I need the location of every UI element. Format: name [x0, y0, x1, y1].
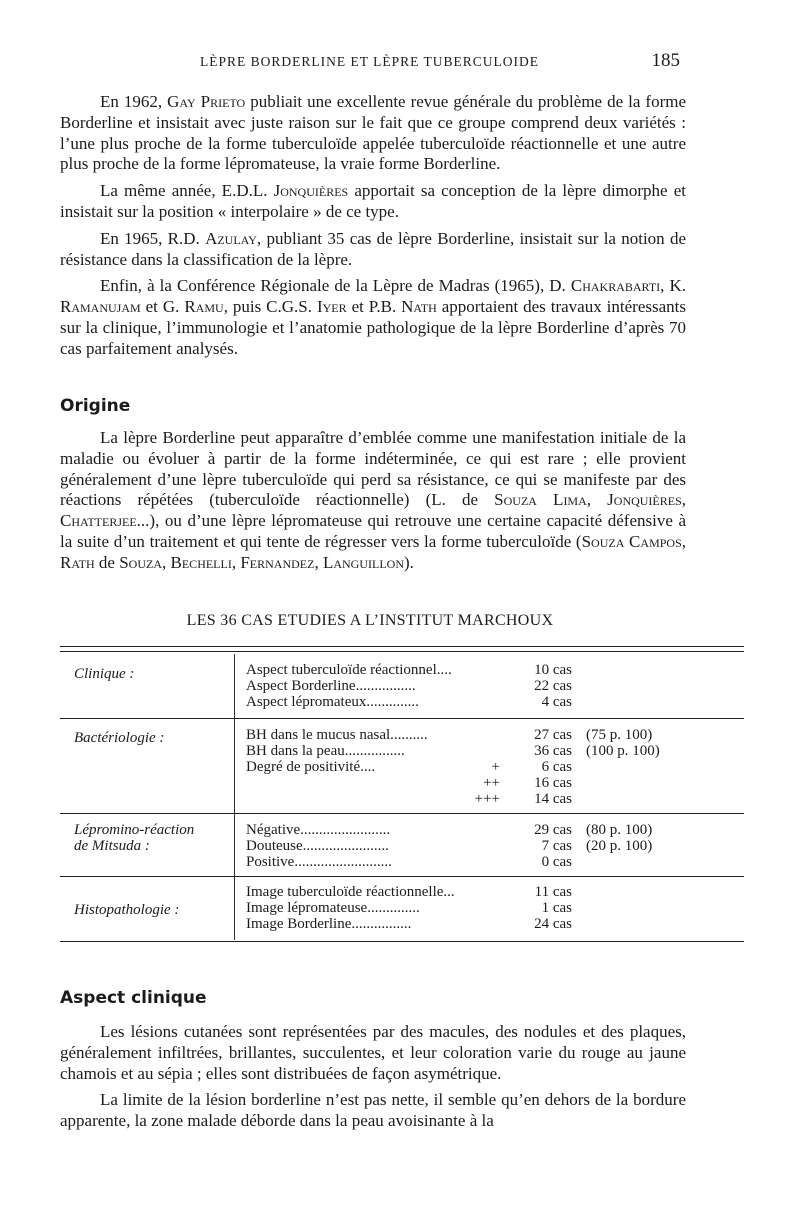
origine-section [60, 428, 686, 574]
table-row-label: Douteuse....................... [246, 838, 389, 854]
table-row-label: Aspect Borderline................ [246, 678, 416, 694]
table-section-label: Histopathologie : [74, 902, 180, 918]
author-name: Gay Prieto [167, 92, 246, 111]
table-row-percent: (80 p. 100) [586, 822, 653, 838]
table-row-label: BH dans le mucus nasal.......... [246, 727, 428, 743]
table-row-label: Image tuberculoïde réactionnelle... [246, 884, 455, 900]
table-row-value: 1 cas [541, 900, 572, 916]
table-section-rule [60, 718, 744, 719]
table-row-sign: ++ [483, 775, 500, 791]
table-row-value: 22 cas [534, 678, 572, 694]
author-name: Ramu [184, 297, 224, 317]
table-row-value: 10 cas [534, 662, 572, 678]
table-rule-bottom [60, 941, 744, 942]
author-name: Nath [401, 297, 437, 317]
author-name: Jonquières [273, 181, 349, 201]
table-row-sign: +++ [474, 791, 500, 807]
table-row-label: Négative........................ [246, 822, 391, 838]
section-heading-origine: Origine [60, 396, 131, 416]
table-rule-top [60, 646, 744, 647]
table-row-label: Degré de positivité.... [246, 759, 376, 775]
table-row-value: 36 cas [534, 743, 572, 759]
table-row-value: 16 cas [534, 775, 572, 791]
table-row-value: 29 cas [534, 822, 572, 838]
table-row-label: Aspect lépromateux.............. [246, 694, 419, 710]
table-row-value: 0 cas [541, 854, 572, 870]
paragraph-gay-prieto: En 1962, Gay Prieto publiait une excellente revue générale du problème de la forme Borderline et insistait avec juste raison sur le fait que ce groupe comprend deux variétés : l’une plus proche de la forme tuberculoïde appelée tuberculoïde réactionnelle et une autre plus proche de la forme lépromateuse, la vraie forme Borderline. [60, 92, 686, 174]
table-row-percent: (20 p. 100) [586, 838, 653, 854]
table-row-value: 6 cas [541, 759, 572, 775]
running-header-title: LÈPRE BORDERLINE ET LÈPRE TUBERCULOIDE [200, 54, 539, 69]
author-name: Iyer [316, 297, 347, 317]
paragraph-origine: La lèpre Borderline peut apparaître d’emblée comme une manifestation initiale de la maladie ou évoluer à partir de la forme indéterminée, ce qui est rare ; elle provient généralement d’une lèpre tuberculoïde qui perd sa résistance, ce qui se manifeste par des réactions répétées (tuberculoïde réactionnelle) (L. de Souza Lima, Jonquières, Chatterjee...), ou d’une lèpre lépromateuse qui retrouve une certaine capacité défensive à la suite d’un traitement et qui tente de régresser vers la forme tuberculoïde (Souza Campos, Rath de Souza, Bechelli, Fernandez, Languillon). [60, 428, 687, 572]
table-row-value: 27 cas [534, 727, 572, 743]
section-heading-aspect-clinique: Aspect clinique [60, 988, 207, 1008]
table-row-percent: (100 p. 100) [586, 743, 660, 759]
paragraph-azulay: En 1965, R.D. Azulay, publiant 35 cas de lèpre Borderline, insistait sur la notion de résistance dans la classification de la lèpre. [60, 228, 686, 269]
table-section-label: Bactériologie : [74, 730, 165, 746]
table-caption: LES 36 CAS ETUDIES A L’INSTITUT MARCHOUX [186, 612, 554, 629]
table-column-divider [234, 654, 235, 940]
table-row-value: 7 cas [541, 838, 572, 854]
table-row-label: Positive.......................... [246, 854, 392, 870]
table-section-label: Lépromino-réaction de Mitsuda : [74, 822, 195, 854]
table-row-value: 14 cas [534, 791, 572, 807]
paragraph-lesions: Les lésions cutanées sont représentées par des macules, des nodules et des plaques, généralement infiltrées, brillantes, succulentes, et leur coloration varie du rouge au jaune chamois et au sépia ; elles sont distribuées de façon asymétrique. [60, 1022, 686, 1083]
table-row-value: 4 cas [541, 694, 572, 710]
table-row-percent: (75 p. 100) [586, 727, 653, 743]
aspect-clinique-section [60, 1022, 686, 1132]
paragraph-limite: La limite de la lésion borderline n’est pas nette, il semble qu’en dehors de la bordure apparente, la zone malade déborde dans la peau avoisinante à la [60, 1090, 686, 1131]
table-row-label: BH dans la peau................ [246, 743, 405, 759]
paragraph-madras: Enfin, à la Conférence Régionale de la Lèpre de Madras (1965), D. Chakrabarti, K. Ramanujam et G. Ramu, puis C.G.S. Iyer et P.B. Nath apportaient des travaux intéressants sur la clinique, l’immunologie et l’anatomie pathologique de la lèpre Borderline d’après 70 cas parfaitement analysés. [60, 276, 686, 358]
table-section-label: Clinique : [74, 666, 135, 682]
table-section-rule [60, 876, 744, 877]
author-name: Azulay [205, 228, 257, 248]
page-number: 185 [651, 50, 680, 71]
intro-section [60, 92, 686, 360]
table-rule-top-2 [60, 651, 744, 652]
table-row-label: Image lépromateuse.............. [246, 900, 420, 916]
table-row-label: Image Borderline................ [246, 916, 412, 932]
author-name: Ramanujam [60, 297, 141, 317]
paragraph-jonquieres: La même année, E.D.L. Jonquières apportait sa conception de la lèpre dimorphe et insistait sur la position « interpolaire » de ce type. [60, 181, 686, 221]
table-row-value: 11 cas [534, 884, 572, 900]
author-name: Chakrabarti [570, 276, 661, 296]
table-row-sign: + [491, 759, 500, 775]
table-row-value: 24 cas [534, 916, 572, 932]
table-section-rule [60, 813, 744, 814]
table-row-label: Aspect tuberculoïde réactionnel.... [246, 662, 452, 678]
